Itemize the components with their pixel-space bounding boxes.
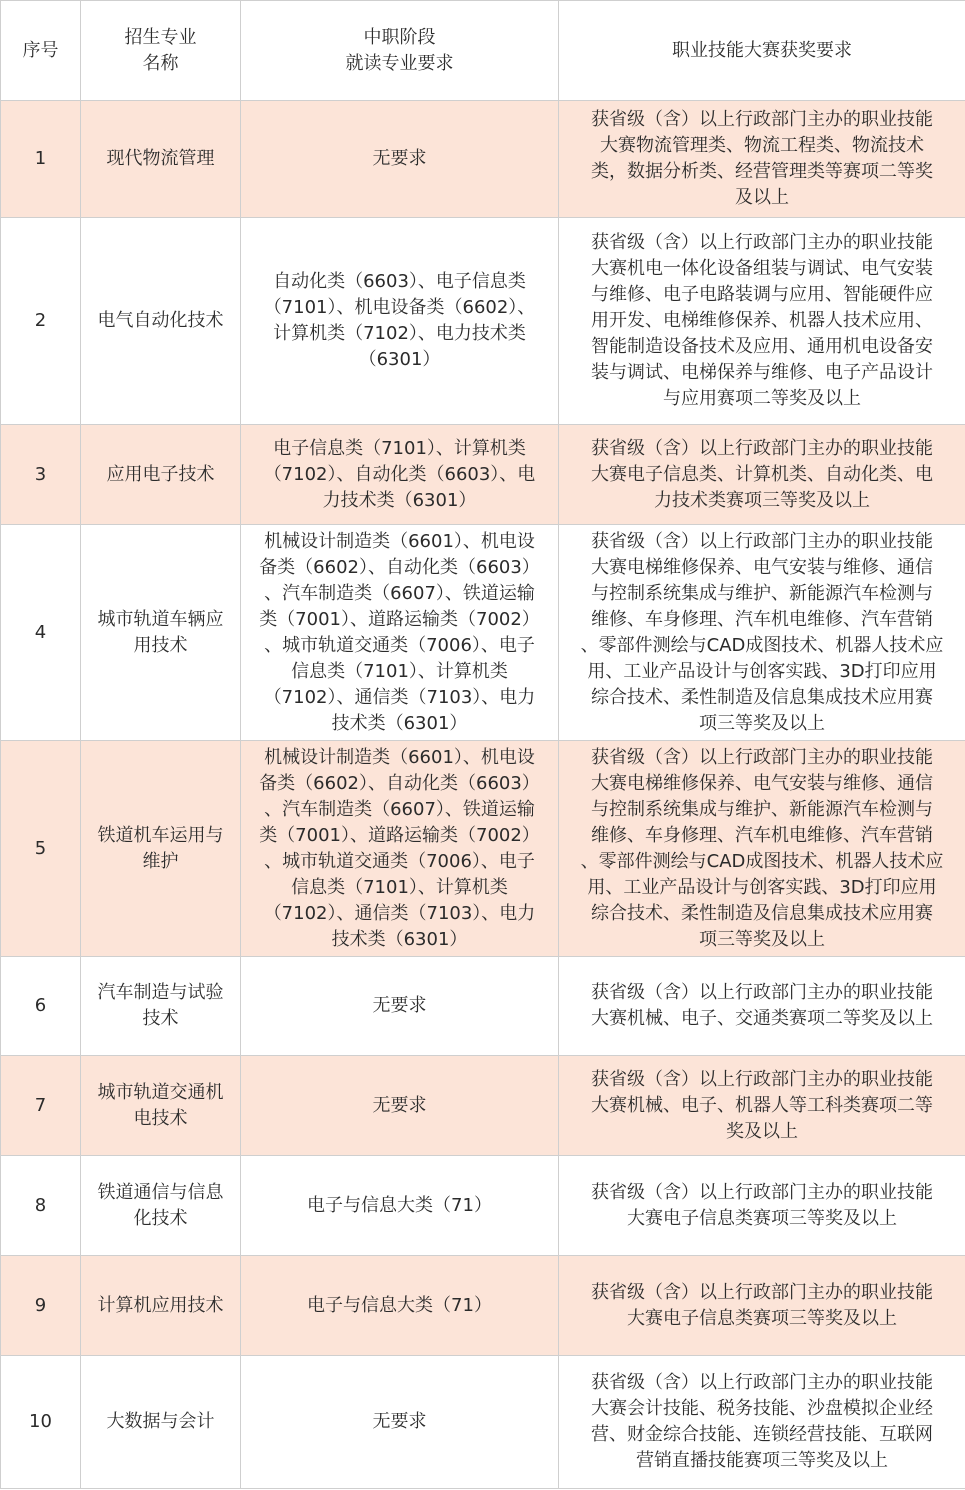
cell-award: 获省级（含）以上行政部门主办的职业技能 大赛机械、电子、机器人等工科类赛项二等 奖及以上 — [559, 1056, 965, 1156]
cell-no: 8 — [1, 1156, 81, 1256]
cell-major: 铁道机车运用与 维护 — [81, 741, 241, 957]
table-row — [1, 1256, 965, 1356]
cell-award: 获省级（含）以上行政部门主办的职业技能 大赛电子信息类赛项三等奖及以上 — [559, 1156, 965, 1256]
table-row — [1, 741, 965, 957]
cell-award: 获省级（含）以上行政部门主办的职业技能 大赛电梯维修保养、电气安装与维修、通信 与控制系统集成与维护、新能源汽车检测与 维修、车身修理、汽车机电维修、汽车营销 、零部件测绘与CAD成图技术、机器人技术应 用、工业产品设计与创客实践、3D打印应用 综合技术、柔性制造及信息集成技术应用赛 项三等奖及以上 — [559, 741, 965, 957]
table-row — [1, 1056, 965, 1156]
cell-major: 铁道通信与信息 化技术 — [81, 1156, 241, 1256]
table-row — [1, 218, 965, 425]
cell-no: 5 — [1, 741, 81, 957]
cell-no: 3 — [1, 425, 81, 525]
cell-award: 获省级（含）以上行政部门主办的职业技能 大赛机械、电子、交通类赛项二等奖及以上 — [559, 957, 965, 1056]
cell-requirement: 自动化类（6603）、电子信息类 （7101）、机电设备类（6602）、 计算机类（7102）、电力技术类 （6301） — [241, 218, 559, 425]
table-row — [1, 1356, 965, 1489]
cell-major: 电气自动化技术 — [81, 218, 241, 425]
header-row — [1, 1, 965, 101]
cell-requirement: 电子与信息大类（71） — [241, 1156, 559, 1256]
table-row — [1, 101, 965, 218]
cell-no: 9 — [1, 1256, 81, 1356]
header-requirement: 中职阶段 就读专业要求 — [241, 1, 559, 101]
table-row — [1, 957, 965, 1056]
cell-major: 计算机应用技术 — [81, 1256, 241, 1356]
cell-major: 大数据与会计 — [81, 1356, 241, 1489]
cell-requirement: 机械设计制造类（6601）、机电设 备类（6602）、自动化类（6603） 、汽车制造类（6607）、铁道运输 类（7001）、道路运输类（7002） 、城市轨道交通类（7006）、电子 信息类（7101）、计算机类 （7102）、通信类（7103）、电力 技术类（6301） — [241, 525, 559, 741]
cell-requirement: 无要求 — [241, 1356, 559, 1489]
cell-major: 城市轨道交通机 电技术 — [81, 1056, 241, 1156]
cell-no: 2 — [1, 218, 81, 425]
table-row — [1, 1156, 965, 1256]
cell-award: 获省级（含）以上行政部门主办的职业技能 大赛会计技能、税务技能、沙盘模拟企业经 营、财金综合技能、连锁经营技能、互联网 营销直播技能赛项三等奖及以上 — [559, 1356, 965, 1489]
cell-requirement: 无要求 — [241, 1056, 559, 1156]
cell-no: 10 — [1, 1356, 81, 1489]
cell-major: 现代物流管理 — [81, 101, 241, 218]
cell-major: 汽车制造与试验 技术 — [81, 957, 241, 1056]
header-major: 招生专业 名称 — [81, 1, 241, 101]
cell-no: 6 — [1, 957, 81, 1056]
cell-requirement: 电子信息类（7101）、计算机类 （7102）、自动化类（6603）、电 力技术类（6301） — [241, 425, 559, 525]
cell-requirement: 电子与信息大类（71） — [241, 1256, 559, 1356]
cell-award: 获省级（含）以上行政部门主办的职业技能 大赛电子信息类赛项三等奖及以上 — [559, 1256, 965, 1356]
cell-award: 获省级（含）以上行政部门主办的职业技能 大赛电梯维修保养、电气安装与维修、通信 与控制系统集成与维护、新能源汽车检测与 维修、车身修理、汽车机电维修、汽车营销 、零部件测绘与CAD成图技术、机器人技术应 用、工业产品设计与创客实践、3D打印应用 综合技术、柔性制造及信息集成技术应用赛 项三等奖及以上 — [559, 525, 965, 741]
cell-no: 1 — [1, 101, 81, 218]
cell-award: 获省级（含）以上行政部门主办的职业技能 大赛电子信息类、计算机类、自动化类、电 力技术类赛项三等奖及以上 — [559, 425, 965, 525]
table-row — [1, 525, 965, 741]
cell-major: 应用电子技术 — [81, 425, 241, 525]
cell-award: 获省级（含）以上行政部门主办的职业技能 大赛机电一体化设备组装与调试、电气安装 与维修、电子电路装调与应用、智能硬件应 用开发、电梯维修保养、机器人技术应用、 智能制造设备技术及应用、通用机电设备安 装与调试、电梯保养与维修、电子产品设计 与应用赛项二等奖及以上 — [559, 218, 965, 425]
cell-no: 7 — [1, 1056, 81, 1156]
cell-no: 4 — [1, 525, 81, 741]
cell-award: 获省级（含）以上行政部门主办的职业技能 大赛物流管理类、物流工程类、物流技术 类，数据分析类、经营管理类等赛项二等奖 及以上 — [559, 101, 965, 218]
cell-requirement: 无要求 — [241, 101, 559, 218]
table-row — [1, 425, 965, 525]
cell-requirement: 无要求 — [241, 957, 559, 1056]
header-award: 职业技能大赛获奖要求 — [559, 1, 965, 101]
header-no: 序号 — [1, 1, 81, 101]
cell-major: 城市轨道车辆应 用技术 — [81, 525, 241, 741]
cell-requirement: 机械设计制造类（6601）、机电设 备类（6602）、自动化类（6603） 、汽车制造类（6607）、铁道运输 类（7001）、道路运输类（7002） 、城市轨道交通类（7006）、电子 信息类（7101）、计算机类 （7102）、通信类（7103）、电力 技术类（6301） — [241, 741, 559, 957]
